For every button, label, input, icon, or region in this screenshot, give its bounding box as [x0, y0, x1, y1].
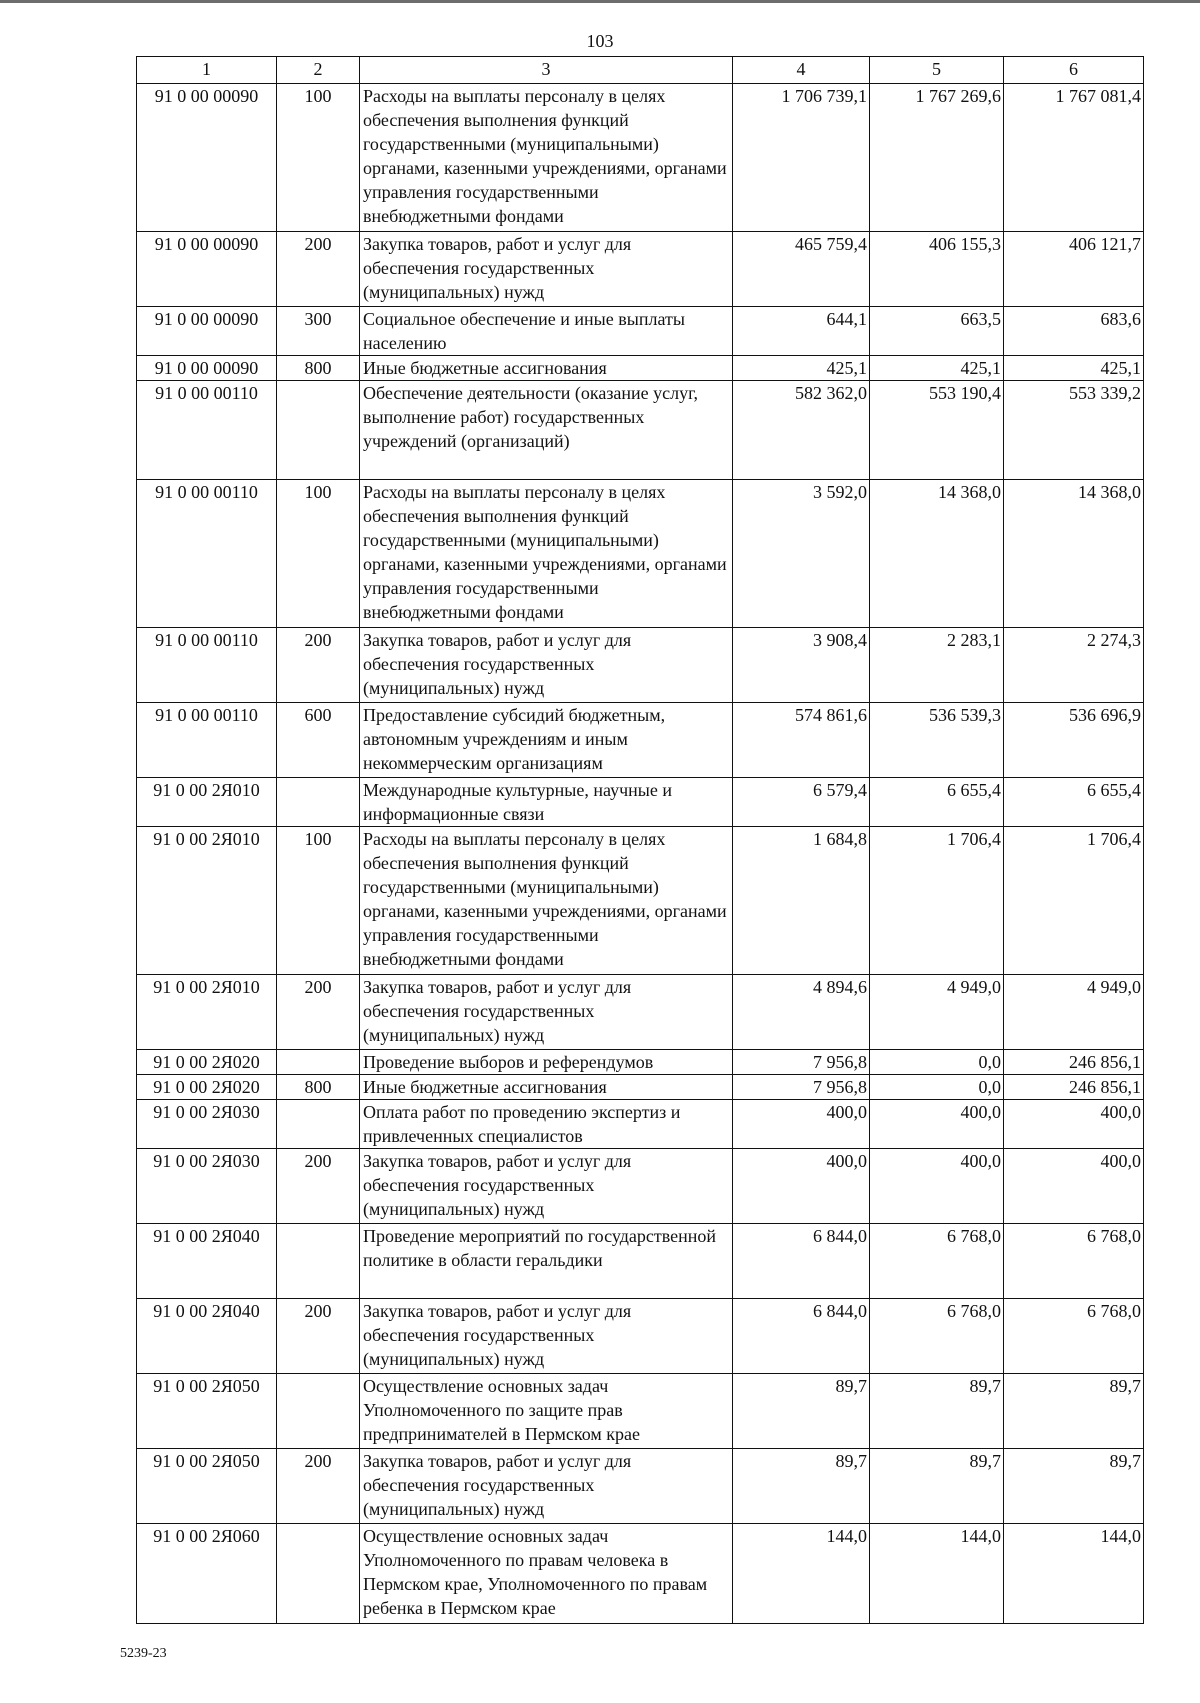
row-description: Закупка товаров, работ и услуг для обеспечения государственных (муниципальных) нужд — [360, 975, 733, 1050]
row-description: Расходы на выплаты персоналу в целях обеспечения выполнения функций государственными (муниципальными) органами, казенными учреждениями, органами управления государственными внебюджетными фондами — [360, 84, 733, 232]
row-expense-type: 100 — [277, 84, 360, 232]
row-amount-col4: 582 362,0 — [733, 381, 870, 480]
table-row — [137, 1449, 1144, 1524]
row-amount-col6: 400,0 — [1004, 1100, 1144, 1149]
row-code: 91 0 00 2Я010 — [137, 975, 277, 1050]
row-amount-col6: 683,6 — [1004, 307, 1144, 356]
row-expense-type: 200 — [277, 1149, 360, 1224]
row-amount-col5: 0,0 — [870, 1075, 1004, 1100]
table-row — [137, 381, 1144, 480]
table-row — [137, 778, 1144, 827]
row-amount-col5: 400,0 — [870, 1149, 1004, 1224]
row-amount-col5: 4 949,0 — [870, 975, 1004, 1050]
row-expense-type: 200 — [277, 232, 360, 307]
row-expense-type: 200 — [277, 1299, 360, 1374]
table-row — [137, 827, 1144, 975]
row-description: Расходы на выплаты персоналу в целях обеспечения выполнения функций государственными (муниципальными) органами, казенными учреждениями, органами управления государственными внебюджетными фондами — [360, 827, 733, 975]
row-description: Закупка товаров, работ и услуг для обеспечения государственных (муниципальных) нужд — [360, 1449, 733, 1524]
row-description: Расходы на выплаты персоналу в целях обеспечения выполнения функций государственными (муниципальными) органами, казенными учреждениями, органами управления государственными внебюджетными фондами — [360, 480, 733, 628]
row-description: Закупка товаров, работ и услуг для обеспечения государственных (муниципальных) нужд — [360, 232, 733, 307]
row-amount-col6: 6 768,0 — [1004, 1224, 1144, 1299]
row-code: 91 0 00 2Я020 — [137, 1075, 277, 1100]
table-row — [137, 703, 1144, 778]
row-code: 91 0 00 2Я060 — [137, 1524, 277, 1624]
table-row — [137, 1524, 1144, 1624]
row-description: Социальное обеспечение и иные выплаты населению — [360, 307, 733, 356]
header-col-1: 1 — [137, 57, 277, 84]
row-code: 91 0 00 00110 — [137, 703, 277, 778]
row-description: Международные культурные, научные и информационные связи — [360, 778, 733, 827]
row-amount-col5: 2 283,1 — [870, 628, 1004, 703]
row-amount-col5: 144,0 — [870, 1524, 1004, 1624]
row-expense-type — [277, 1224, 360, 1299]
row-amount-col6: 144,0 — [1004, 1524, 1144, 1624]
row-expense-type: 200 — [277, 975, 360, 1050]
table-body — [137, 84, 1144, 1624]
row-code: 91 0 00 2Я010 — [137, 827, 277, 975]
row-expense-type: 200 — [277, 628, 360, 703]
row-amount-col4: 574 861,6 — [733, 703, 870, 778]
row-amount-col5: 6 768,0 — [870, 1299, 1004, 1374]
row-code: 91 0 00 00110 — [137, 628, 277, 703]
row-description: Осуществление основных задач Уполномоченного по защите прав предпринимателей в Пермском крае — [360, 1374, 733, 1449]
row-amount-col4: 3 592,0 — [733, 480, 870, 628]
table-row — [137, 975, 1144, 1050]
header-col-6: 6 — [1004, 57, 1144, 84]
row-code: 91 0 00 2Я040 — [137, 1224, 277, 1299]
table-row — [137, 1075, 1144, 1100]
document-footer-code: 5239-23 — [120, 1646, 167, 1661]
row-amount-col4: 4 894,6 — [733, 975, 870, 1050]
row-code: 91 0 00 00110 — [137, 480, 277, 628]
row-amount-col4: 425,1 — [733, 356, 870, 381]
row-amount-col6: 406 121,7 — [1004, 232, 1144, 307]
row-code: 91 0 00 2Я040 — [137, 1299, 277, 1374]
header-col-4: 4 — [733, 57, 870, 84]
row-amount-col5: 553 190,4 — [870, 381, 1004, 480]
row-amount-col6: 425,1 — [1004, 356, 1144, 381]
row-amount-col4: 6 844,0 — [733, 1299, 870, 1374]
table-row — [137, 1050, 1144, 1075]
row-amount-col6: 6 655,4 — [1004, 778, 1144, 827]
row-amount-col4: 1 684,8 — [733, 827, 870, 975]
row-amount-col4: 89,7 — [733, 1374, 870, 1449]
row-amount-col5: 536 539,3 — [870, 703, 1004, 778]
row-description: Закупка товаров, работ и услуг для обеспечения государственных (муниципальных) нужд — [360, 1149, 733, 1224]
row-amount-col6: 246 856,1 — [1004, 1075, 1144, 1100]
header-col-3: 3 — [360, 57, 733, 84]
row-amount-col6: 1 706,4 — [1004, 827, 1144, 975]
row-amount-col5: 406 155,3 — [870, 232, 1004, 307]
row-amount-col6: 14 368,0 — [1004, 480, 1144, 628]
row-code: 91 0 00 00090 — [137, 307, 277, 356]
row-expense-type: 100 — [277, 827, 360, 975]
row-amount-col6: 89,7 — [1004, 1449, 1144, 1524]
row-amount-col5: 6 655,4 — [870, 778, 1004, 827]
row-amount-col5: 400,0 — [870, 1100, 1004, 1149]
row-code: 91 0 00 00090 — [137, 84, 277, 232]
row-amount-col4: 400,0 — [733, 1100, 870, 1149]
row-expense-type — [277, 1050, 360, 1075]
table-row — [137, 1224, 1144, 1299]
row-amount-col5: 425,1 — [870, 356, 1004, 381]
row-expense-type — [277, 381, 360, 480]
row-amount-col4: 400,0 — [733, 1149, 870, 1224]
table-row — [137, 84, 1144, 232]
row-code: 91 0 00 2Я050 — [137, 1374, 277, 1449]
row-amount-col4: 465 759,4 — [733, 232, 870, 307]
table-row — [137, 1100, 1144, 1149]
row-code: 91 0 00 2Я030 — [137, 1100, 277, 1149]
row-amount-col5: 89,7 — [870, 1449, 1004, 1524]
row-amount-col5: 663,5 — [870, 307, 1004, 356]
scan-top-edge — [0, 0, 1200, 3]
header-col-2: 2 — [277, 57, 360, 84]
row-amount-col6: 246 856,1 — [1004, 1050, 1144, 1075]
row-description: Закупка товаров, работ и услуг для обеспечения государственных (муниципальных) нужд — [360, 628, 733, 703]
row-amount-col6: 2 274,3 — [1004, 628, 1144, 703]
table-row — [137, 1149, 1144, 1224]
row-amount-col5: 6 768,0 — [870, 1224, 1004, 1299]
row-description: Иные бюджетные ассигнования — [360, 1075, 733, 1100]
row-amount-col4: 3 908,4 — [733, 628, 870, 703]
row-amount-col4: 6 579,4 — [733, 778, 870, 827]
table-row — [137, 307, 1144, 356]
row-amount-col6: 6 768,0 — [1004, 1299, 1144, 1374]
row-amount-col6: 553 339,2 — [1004, 381, 1144, 480]
row-expense-type: 200 — [277, 1449, 360, 1524]
row-description: Осуществление основных задач Уполномоченного по правам человека в Пермском крае, Уполномоченного по правам ребенка в Пермском крае — [360, 1524, 733, 1624]
row-amount-col4: 89,7 — [733, 1449, 870, 1524]
row-expense-type: 800 — [277, 356, 360, 381]
row-expense-type: 600 — [277, 703, 360, 778]
row-expense-type: 100 — [277, 480, 360, 628]
row-expense-type: 800 — [277, 1075, 360, 1100]
row-expense-type — [277, 778, 360, 827]
row-code: 91 0 00 00090 — [137, 356, 277, 381]
row-amount-col4: 644,1 — [733, 307, 870, 356]
header-col-5: 5 — [870, 57, 1004, 84]
row-amount-col6: 536 696,9 — [1004, 703, 1144, 778]
row-amount-col5: 89,7 — [870, 1374, 1004, 1449]
row-amount-col4: 1 706 739,1 — [733, 84, 870, 232]
row-description: Обеспечение деятельности (оказание услуг, выполнение работ) государственных учреждений (организаций) — [360, 381, 733, 480]
row-amount-col4: 144,0 — [733, 1524, 870, 1624]
table-header — [137, 57, 1144, 84]
table-row — [137, 356, 1144, 381]
row-description: Иные бюджетные ассигнования — [360, 356, 733, 381]
row-description: Проведение мероприятий по государственной политике в области геральдики — [360, 1224, 733, 1299]
row-amount-col5: 1 767 269,6 — [870, 84, 1004, 232]
row-amount-col6: 4 949,0 — [1004, 975, 1144, 1050]
row-expense-type — [277, 1374, 360, 1449]
row-expense-type: 300 — [277, 307, 360, 356]
row-description: Закупка товаров, работ и услуг для обеспечения государственных (муниципальных) нужд — [360, 1299, 733, 1374]
row-code: 91 0 00 00090 — [137, 232, 277, 307]
row-description: Оплата работ по проведению экспертиз и привлеченных специалистов — [360, 1100, 733, 1149]
row-code: 91 0 00 2Я050 — [137, 1449, 277, 1524]
table-row — [137, 1299, 1144, 1374]
row-amount-col6: 1 767 081,4 — [1004, 84, 1144, 232]
row-code: 91 0 00 2Я030 — [137, 1149, 277, 1224]
row-expense-type — [277, 1524, 360, 1624]
row-code: 91 0 00 2Я020 — [137, 1050, 277, 1075]
row-amount-col5: 0,0 — [870, 1050, 1004, 1075]
row-code: 91 0 00 00110 — [137, 381, 277, 480]
row-amount-col5: 1 706,4 — [870, 827, 1004, 975]
table-row — [137, 480, 1144, 628]
row-amount-col5: 14 368,0 — [870, 480, 1004, 628]
row-amount-col4: 7 956,8 — [733, 1050, 870, 1075]
budget-table — [136, 56, 1144, 1624]
row-amount-col6: 400,0 — [1004, 1149, 1144, 1224]
row-amount-col4: 6 844,0 — [733, 1224, 870, 1299]
row-description: Проведение выборов и референдумов — [360, 1050, 733, 1075]
row-amount-col4: 7 956,8 — [733, 1075, 870, 1100]
row-expense-type — [277, 1100, 360, 1149]
table-row — [137, 1374, 1144, 1449]
row-amount-col6: 89,7 — [1004, 1374, 1144, 1449]
table-row — [137, 232, 1144, 307]
table-row — [137, 628, 1144, 703]
row-code: 91 0 00 2Я010 — [137, 778, 277, 827]
page-number: 103 — [586, 31, 614, 51]
row-description: Предоставление субсидий бюджетным, автономным учреждениям и иным некоммерческим организациям — [360, 703, 733, 778]
